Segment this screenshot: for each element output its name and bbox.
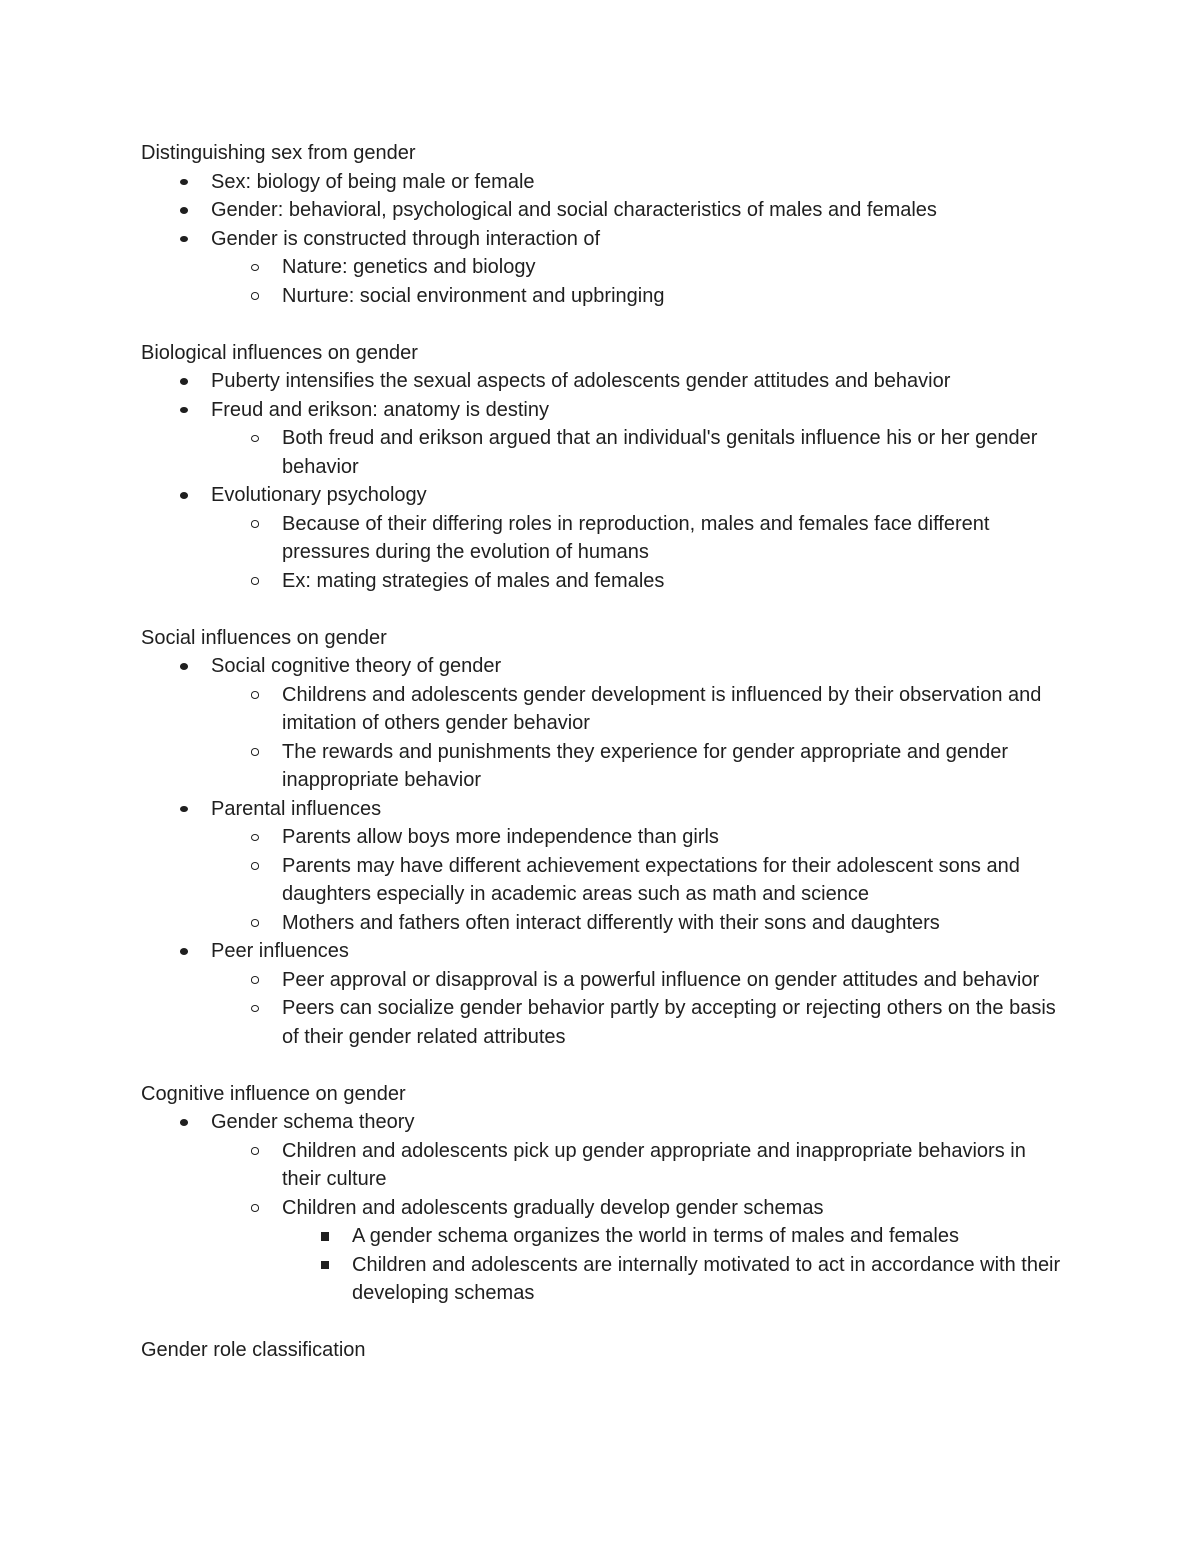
bullet-square-icon [317, 1222, 333, 1251]
list-item [141, 738, 1061, 795]
list-item-text: A gender schema organizes the world in terms of males and females [352, 1225, 959, 1247]
bullet-dot-icon [176, 196, 192, 225]
section-heading: Biological influences on gender [141, 341, 418, 364]
outline-section [141, 139, 1061, 310]
outline-section [141, 339, 1061, 596]
bullet-dot-icon [176, 168, 192, 197]
outline-section [141, 1080, 1061, 1308]
list-item-text: Nature: genetics and biology [282, 256, 536, 278]
list-item [141, 909, 1061, 938]
list-item [141, 424, 1061, 481]
list-item-text: Ex: mating strategies of males and females [282, 569, 665, 592]
list-item-text: Peer influences [211, 940, 349, 962]
list-item [141, 1222, 1061, 1251]
bullet-circle-icon [247, 823, 263, 852]
list-item [141, 966, 1061, 995]
list-item [141, 994, 1061, 1051]
list-item-text: Peers can socialize gender behavior partly by accepting or rejecting others on the basis of their gender related attributes [282, 997, 1056, 1048]
list-item-text: Children and adolescents are internally motivated to act in accordance with their developing schemas [352, 1253, 1061, 1304]
bullet-circle-icon [247, 994, 263, 1023]
outline-section [141, 624, 1061, 1052]
bullet-circle-icon [247, 966, 263, 995]
list-item [141, 852, 1061, 909]
nested-list-container [141, 424, 1061, 481]
bullet-circle-icon [247, 681, 263, 710]
list-item [141, 225, 1061, 254]
bullet-list-level-1 [141, 367, 1061, 595]
list-item-text: The rewards and punishments they experience for gender appropriate and gender inappropriate behavior [282, 740, 1009, 791]
bullet-list-level-1 [141, 1108, 1061, 1308]
list-item [141, 795, 1061, 824]
list-item [141, 510, 1061, 567]
list-item [141, 481, 1061, 510]
list-item [141, 681, 1061, 738]
list-item-text: Because of their differing roles in reproduction, males and females face different pressures during the evolution of humans [282, 512, 990, 563]
list-item-text: Peer approval or disapproval is a powerful influence on gender attitudes and behavior [282, 968, 1040, 991]
bullet-list-level-2 [141, 823, 1061, 937]
list-item-text: Gender schema theory [211, 1111, 415, 1133]
nested-list-container [141, 1222, 1061, 1308]
bullet-list-level-3 [141, 1222, 1061, 1308]
list-item-text: Evolutionary psychology [211, 484, 427, 506]
list-item-text: Sex: biology of being male or female [211, 170, 535, 193]
section-heading: Cognitive influence on gender [141, 1082, 406, 1105]
bullet-list-level-2 [141, 424, 1061, 481]
bullet-circle-icon [247, 282, 263, 311]
bullet-dot-icon [176, 937, 192, 966]
bullet-square-icon [317, 1251, 333, 1280]
list-item [141, 1137, 1061, 1194]
bullet-circle-icon [247, 567, 263, 596]
list-item [141, 652, 1061, 681]
list-item-text: Children and adolescents pick up gender appropriate and inappropriate behaviors in their culture [282, 1139, 1026, 1190]
section-heading: Gender role classification [141, 1339, 366, 1361]
nested-list-container [141, 823, 1061, 937]
nested-list-container [141, 966, 1061, 1052]
bullet-dot-icon [176, 652, 192, 681]
list-item-text: Parental influences [211, 797, 382, 820]
list-item [141, 253, 1061, 282]
list-item [141, 168, 1061, 197]
list-item-text: Puberty intensifies the sexual aspects of adolescents gender attitudes and behavior [211, 370, 951, 392]
bullet-circle-icon [247, 424, 263, 453]
outline-section [141, 1336, 1061, 1365]
list-item [141, 367, 1061, 396]
bullet-list-level-2 [141, 966, 1061, 1052]
list-item [141, 282, 1061, 311]
list-item-text: Gender: behavioral, psychological and social characteristics of males and females [211, 199, 937, 221]
list-item [141, 937, 1061, 966]
bullet-dot-icon [176, 1108, 192, 1137]
list-item [141, 823, 1061, 852]
list-item-text: Both freud and erikson argued that an individual's genitals influence his or her gender behavior [282, 427, 1038, 478]
list-item-text: Social cognitive theory of gender [211, 655, 502, 677]
list-item-text: Mothers and fathers often interact differently with their sons and daughters [282, 911, 940, 934]
bullet-circle-icon [247, 253, 263, 282]
list-item [141, 567, 1061, 596]
nested-list-container [141, 510, 1061, 596]
list-item-text: Gender is constructed through interaction of [211, 227, 601, 250]
bullet-circle-icon [247, 1137, 263, 1166]
list-item-text: Nurture: social environment and upbringing [282, 284, 665, 307]
bullet-circle-icon [247, 909, 263, 938]
bullet-list-level-2 [141, 253, 1061, 310]
bullet-circle-icon [247, 510, 263, 539]
bullet-list-level-2 [141, 1137, 1061, 1308]
bullet-circle-icon [247, 852, 263, 881]
bullet-dot-icon [176, 396, 192, 425]
section-heading: Distinguishing sex from gender [141, 142, 416, 164]
list-item [141, 1108, 1061, 1137]
list-item-text: Parents may have different achievement expectations for their adolescent sons and daughters especially in academic areas such as math and science [282, 854, 1020, 905]
bullet-dot-icon [176, 225, 192, 254]
bullet-dot-icon [176, 795, 192, 824]
list-item [141, 1251, 1061, 1308]
list-item [141, 196, 1061, 225]
list-item [141, 1194, 1061, 1223]
list-item-text: Children and adolescents gradually develop gender schemas [282, 1196, 824, 1219]
bullet-list-level-2 [141, 510, 1061, 596]
bullet-list-level-2 [141, 681, 1061, 795]
nested-list-container [141, 1137, 1061, 1308]
list-item-text: Childrens and adolescents gender development is influenced by their observation and imitation of others gender behavior [282, 683, 1042, 734]
document-body [141, 139, 1061, 1393]
bullet-dot-icon [176, 367, 192, 396]
bullet-circle-icon [247, 738, 263, 767]
list-item-text: Parents allow boys more independence than girls [282, 826, 719, 848]
bullet-circle-icon [247, 1194, 263, 1223]
list-item-text: Freud and erikson: anatomy is destiny [211, 398, 549, 421]
bullet-list-level-1 [141, 168, 1061, 311]
nested-list-container [141, 681, 1061, 795]
list-item [141, 396, 1061, 425]
bullet-dot-icon [176, 481, 192, 510]
bullet-list-level-1 [141, 652, 1061, 1051]
nested-list-container [141, 253, 1061, 310]
section-heading: Social influences on gender [141, 626, 387, 649]
